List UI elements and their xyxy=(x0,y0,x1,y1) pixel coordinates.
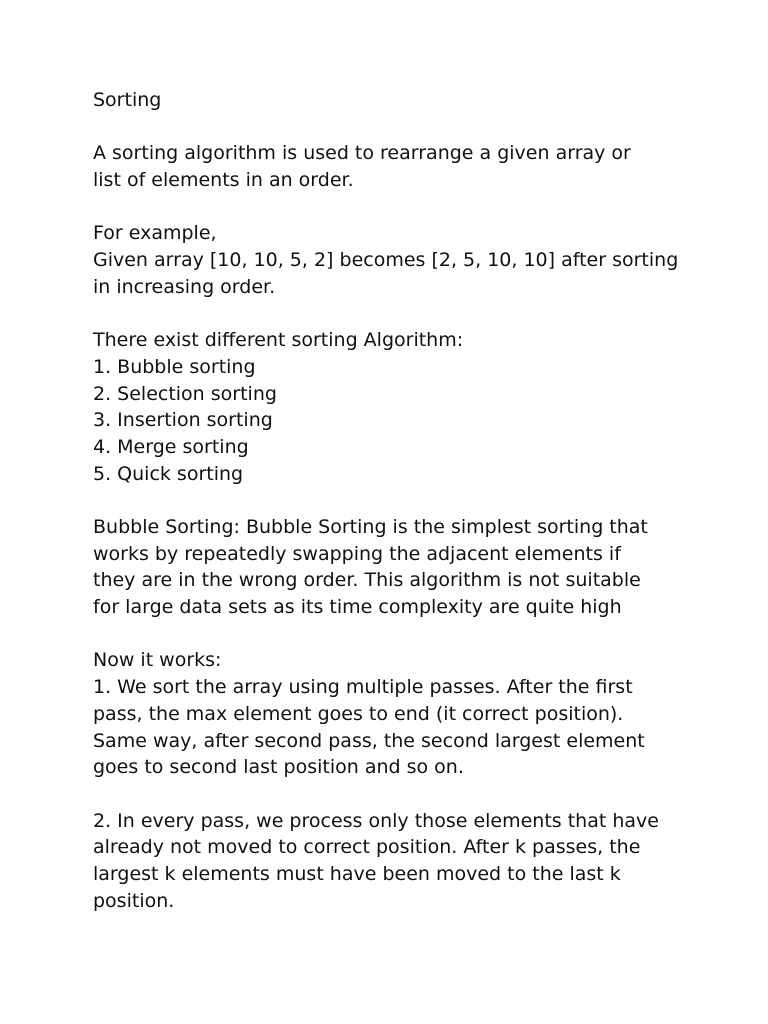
step1-line: Same way, after second pass, the second largest element xyxy=(93,729,645,752)
bubble-line: Bubble Sorting: Bubble Sorting is the simplest sorting that xyxy=(93,516,648,538)
bubble-line: they are in the wrong order. This algorithm is not suitable xyxy=(93,569,641,592)
spacer xyxy=(93,487,703,514)
bubble-line: for large data sets as its time complexity are quite high xyxy=(93,596,622,619)
list-item: 2. Selection sorting xyxy=(93,382,277,405)
spacer xyxy=(93,114,703,141)
document-page xyxy=(93,87,703,914)
step1-line: pass, the max element goes to end (it correct position). xyxy=(93,702,624,725)
spacer xyxy=(93,781,703,808)
list-item: 1. Bubble sorting xyxy=(93,355,256,378)
step1-line: 1. We sort the array using multiple passes. After the first xyxy=(93,676,633,699)
spacer xyxy=(93,301,703,328)
step2-line: position. xyxy=(93,889,175,912)
spacer xyxy=(93,621,703,648)
list-item: 3. Insertion sorting xyxy=(93,409,273,432)
intro-line: A sorting algorithm is used to rearrange a given array or xyxy=(93,142,631,165)
example-line: in increasing order. xyxy=(93,275,276,298)
bubble-line: works by repeatedly swapping the adjacent elements if xyxy=(93,542,621,565)
list-item: 4. Merge sorting xyxy=(93,435,249,458)
list-item: 5. Quick sorting xyxy=(93,462,244,485)
intro-line: list of elements in an order. xyxy=(93,169,354,192)
example-line: For example, xyxy=(93,222,217,245)
step1-line: goes to second last position and so on. xyxy=(93,756,464,779)
document-title: Sorting xyxy=(93,89,162,111)
list-heading: There exist different sorting Algorithm: xyxy=(93,329,464,352)
how-heading: Now it works: xyxy=(93,649,222,672)
spacer xyxy=(93,194,703,221)
step2-line: already not moved to correct position. After k passes, the xyxy=(93,836,641,859)
step2-line: largest k elements must have been moved to the last k xyxy=(93,862,621,885)
example-line: Given array [10, 10, 5, 2] becomes [2, 5, 10, 10] after sorting xyxy=(93,249,679,272)
step2-line: 2. In every pass, we process only those elements that have xyxy=(93,809,659,832)
